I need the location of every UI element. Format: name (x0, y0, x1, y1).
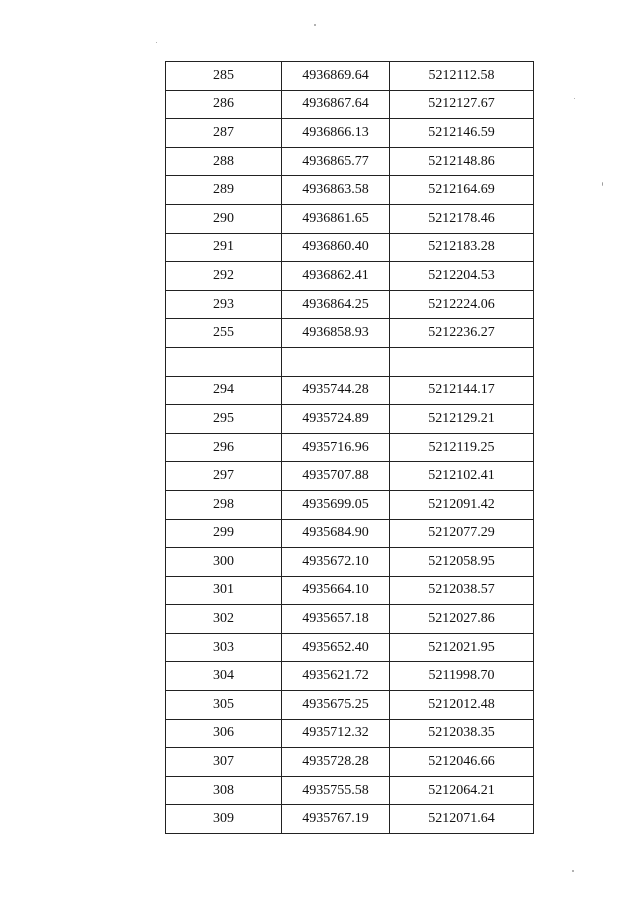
point-number-cell: 296 (166, 433, 282, 462)
point-number-cell: 298 (166, 490, 282, 519)
y-coordinate-cell: 5212046.66 (390, 748, 534, 777)
x-coordinate-cell: 4935657.18 (282, 605, 390, 634)
y-coordinate-cell: 5212058.95 (390, 548, 534, 577)
x-coordinate-cell: 4935675.25 (282, 691, 390, 720)
table-row (166, 147, 534, 176)
table-row (166, 233, 534, 262)
y-coordinate-cell: 5212164.69 (390, 176, 534, 205)
point-number-cell: 293 (166, 290, 282, 319)
table-row (166, 62, 534, 91)
point-number-cell: 294 (166, 376, 282, 405)
point-number-cell: 255 (166, 319, 282, 348)
x-coordinate-cell: 4936864.25 (282, 290, 390, 319)
point-number-cell: 286 (166, 90, 282, 119)
x-coordinate-cell: 4935716.96 (282, 433, 390, 462)
table-row (166, 662, 534, 691)
y-coordinate-cell: 5212129.21 (390, 405, 534, 434)
x-coordinate-cell: 4935652.40 (282, 633, 390, 662)
x-coordinate-cell: 4935707.88 (282, 462, 390, 491)
point-number-cell: 287 (166, 119, 282, 148)
x-coordinate-cell: 4936866.13 (282, 119, 390, 148)
table-row (166, 490, 534, 519)
table-row (166, 90, 534, 119)
coordinates-table-body (166, 62, 534, 834)
y-coordinate-cell: 5212077.29 (390, 519, 534, 548)
x-coordinate-cell: 4936869.64 (282, 62, 390, 91)
point-number-cell: 308 (166, 776, 282, 805)
y-coordinate-cell (390, 347, 534, 376)
scan-speck (574, 98, 575, 99)
x-coordinate-cell: 4935699.05 (282, 490, 390, 519)
table-row (166, 119, 534, 148)
x-coordinate-cell (282, 347, 390, 376)
y-coordinate-cell: 5212038.57 (390, 576, 534, 605)
x-coordinate-cell: 4935621.72 (282, 662, 390, 691)
x-coordinate-cell: 4936862.41 (282, 262, 390, 291)
y-coordinate-cell: 5212012.48 (390, 691, 534, 720)
point-number-cell: 288 (166, 147, 282, 176)
x-coordinate-cell: 4935744.28 (282, 376, 390, 405)
x-coordinate-cell: 4936860.40 (282, 233, 390, 262)
point-number-cell: 285 (166, 62, 282, 91)
scan-speck (602, 182, 603, 186)
table-row (166, 176, 534, 205)
point-number-cell: 299 (166, 519, 282, 548)
point-number-cell: 291 (166, 233, 282, 262)
y-coordinate-cell: 5212183.28 (390, 233, 534, 262)
y-coordinate-cell: 5212038.35 (390, 719, 534, 748)
x-coordinate-cell: 4935684.90 (282, 519, 390, 548)
point-number-cell: 295 (166, 405, 282, 434)
x-coordinate-cell: 4935728.28 (282, 748, 390, 777)
y-coordinate-cell: 5212236.27 (390, 319, 534, 348)
x-coordinate-cell: 4936865.77 (282, 147, 390, 176)
x-coordinate-cell: 4935664.10 (282, 576, 390, 605)
table-row (166, 719, 534, 748)
x-coordinate-cell: 4935755.58 (282, 776, 390, 805)
y-coordinate-cell: 5212178.46 (390, 204, 534, 233)
table-row (166, 776, 534, 805)
table-row (166, 376, 534, 405)
point-number-cell: 304 (166, 662, 282, 691)
point-number-cell: 309 (166, 805, 282, 834)
x-coordinate-cell: 4936867.64 (282, 90, 390, 119)
point-number-cell (166, 347, 282, 376)
table-row (166, 290, 534, 319)
table-row (166, 347, 534, 376)
point-number-cell: 289 (166, 176, 282, 205)
point-number-cell: 307 (166, 748, 282, 777)
point-number-cell: 290 (166, 204, 282, 233)
y-coordinate-cell: 5212027.86 (390, 605, 534, 634)
x-coordinate-cell: 4935724.89 (282, 405, 390, 434)
point-number-cell: 306 (166, 719, 282, 748)
table-row (166, 633, 534, 662)
table-row (166, 605, 534, 634)
point-number-cell: 301 (166, 576, 282, 605)
point-number-cell: 305 (166, 691, 282, 720)
point-number-cell: 292 (166, 262, 282, 291)
y-coordinate-cell: 5212119.25 (390, 433, 534, 462)
y-coordinate-cell: 5212071.64 (390, 805, 534, 834)
y-coordinate-cell: 5212127.67 (390, 90, 534, 119)
table-row (166, 691, 534, 720)
scan-speck (572, 870, 574, 872)
table-row (166, 805, 534, 834)
y-coordinate-cell: 5211998.70 (390, 662, 534, 691)
point-number-cell: 302 (166, 605, 282, 634)
y-coordinate-cell: 5212021.95 (390, 633, 534, 662)
y-coordinate-cell: 5212148.86 (390, 147, 534, 176)
point-number-cell: 297 (166, 462, 282, 491)
table-row (166, 204, 534, 233)
coordinates-table (165, 61, 534, 834)
table-row (166, 462, 534, 491)
point-number-cell: 300 (166, 548, 282, 577)
table-row (166, 405, 534, 434)
table-row (166, 748, 534, 777)
x-coordinate-cell: 4936858.93 (282, 319, 390, 348)
y-coordinate-cell: 5212064.21 (390, 776, 534, 805)
y-coordinate-cell: 5212144.17 (390, 376, 534, 405)
y-coordinate-cell: 5212224.06 (390, 290, 534, 319)
table-row (166, 519, 534, 548)
x-coordinate-cell: 4935672.10 (282, 548, 390, 577)
table-row (166, 319, 534, 348)
scan-speck (314, 24, 316, 26)
table-row (166, 548, 534, 577)
x-coordinate-cell: 4935767.19 (282, 805, 390, 834)
x-coordinate-cell: 4936863.58 (282, 176, 390, 205)
scan-speck (156, 42, 157, 43)
y-coordinate-cell: 5212204.53 (390, 262, 534, 291)
x-coordinate-cell: 4936861.65 (282, 204, 390, 233)
table-row (166, 433, 534, 462)
y-coordinate-cell: 5212102.41 (390, 462, 534, 491)
y-coordinate-cell: 5212112.58 (390, 62, 534, 91)
table-row (166, 576, 534, 605)
table-row (166, 262, 534, 291)
y-coordinate-cell: 5212091.42 (390, 490, 534, 519)
y-coordinate-cell: 5212146.59 (390, 119, 534, 148)
x-coordinate-cell: 4935712.32 (282, 719, 390, 748)
point-number-cell: 303 (166, 633, 282, 662)
